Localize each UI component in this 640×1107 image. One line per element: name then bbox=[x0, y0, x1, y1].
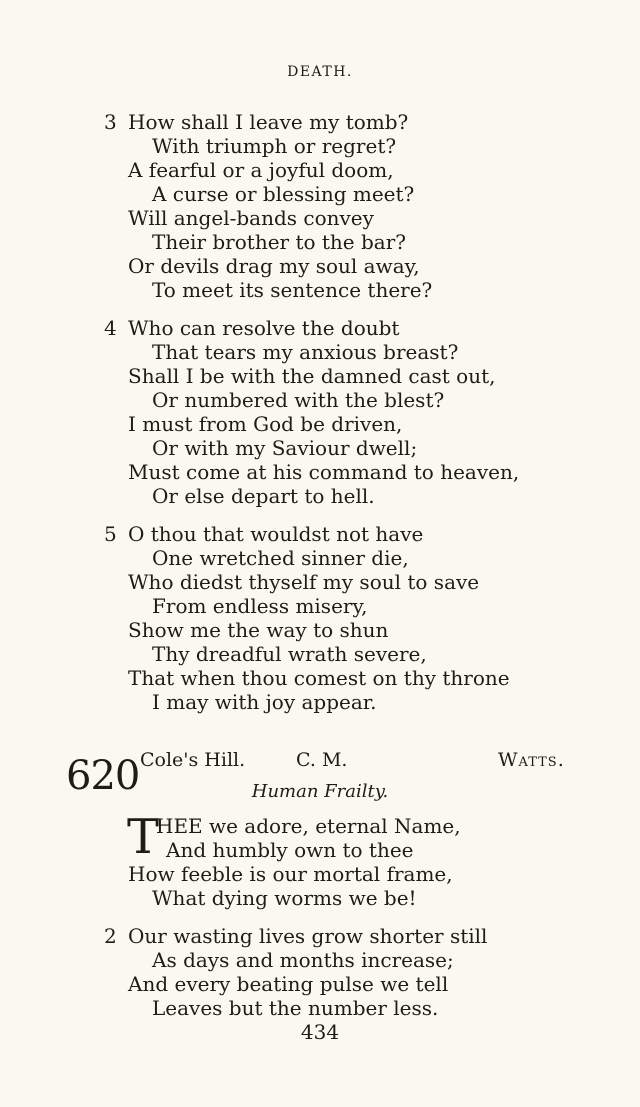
verse-line: That tears my anxious breast? bbox=[152, 340, 459, 364]
verse-line: Or numbered with the blest? bbox=[152, 388, 445, 412]
verse-line: To meet its sentence there? bbox=[152, 278, 433, 302]
verse-line: Or with my Saviour dwell; bbox=[152, 436, 418, 460]
verse-line: Will angel-bands convey bbox=[128, 206, 374, 230]
verse-line: Who can resolve the doubt bbox=[128, 316, 400, 340]
page-number: 434 bbox=[300, 1020, 340, 1044]
verse-line: How feeble is our mortal frame, bbox=[128, 862, 453, 886]
verse-line: A curse or blessing meet? bbox=[152, 182, 415, 206]
stanza-number: 3 bbox=[104, 110, 117, 134]
verse-line: Must come at his command to heaven, bbox=[128, 460, 520, 484]
stanza-number: 4 bbox=[104, 316, 117, 340]
verse-line: What dying worms we be! bbox=[152, 886, 417, 910]
verse-line: A fearful or a joyful doom, bbox=[128, 158, 394, 182]
verse-line: Our wasting lives grow shorter still bbox=[128, 924, 488, 948]
stanza-number: 5 bbox=[104, 522, 117, 546]
verse-line: And humbly own to thee bbox=[166, 838, 414, 862]
tune-name: Cole's Hill. bbox=[140, 749, 246, 771]
meter: C. M. bbox=[296, 749, 348, 771]
verse-line: And every beating pulse we tell bbox=[128, 972, 449, 996]
verse-line: HEE we adore, eternal Name, bbox=[156, 814, 461, 838]
author: Watts. bbox=[498, 749, 565, 771]
verse-line: Thy dreadful wrath severe, bbox=[152, 642, 427, 666]
verse-line: Who diedst thyself my soul to save bbox=[128, 570, 480, 594]
verse-line: Or devils drag my soul away, bbox=[128, 254, 420, 278]
verse-line: Shall I be with the damned cast out, bbox=[128, 364, 496, 388]
verse-line: Leaves but the number less. bbox=[152, 996, 439, 1020]
hymn-title: Human Frailty. bbox=[251, 781, 389, 802]
verse-line: Show me the way to shun bbox=[128, 618, 389, 642]
running-header: DEATH. bbox=[287, 64, 353, 80]
hymn-number: 620 bbox=[66, 753, 140, 799]
verse-line: Their brother to the bar? bbox=[152, 230, 407, 254]
verse-line: I must from God be driven, bbox=[128, 412, 403, 436]
drop-cap: T bbox=[127, 809, 160, 865]
verse-line: From endless misery, bbox=[152, 594, 368, 618]
verse-line: One wretched sinner die, bbox=[152, 546, 409, 570]
verse-line: With triumph or regret? bbox=[152, 134, 397, 158]
verse-line: How shall I leave my tomb? bbox=[128, 110, 409, 134]
verse-line: O thou that wouldst not have bbox=[128, 522, 424, 546]
verse-line: Or else depart to hell. bbox=[152, 484, 375, 508]
verse-line: I may with joy appear. bbox=[152, 690, 377, 714]
stanza-number: 2 bbox=[104, 924, 117, 948]
verse-line: As days and months increase; bbox=[152, 948, 454, 972]
verse-line: That when thou comest on thy throne bbox=[128, 666, 510, 690]
